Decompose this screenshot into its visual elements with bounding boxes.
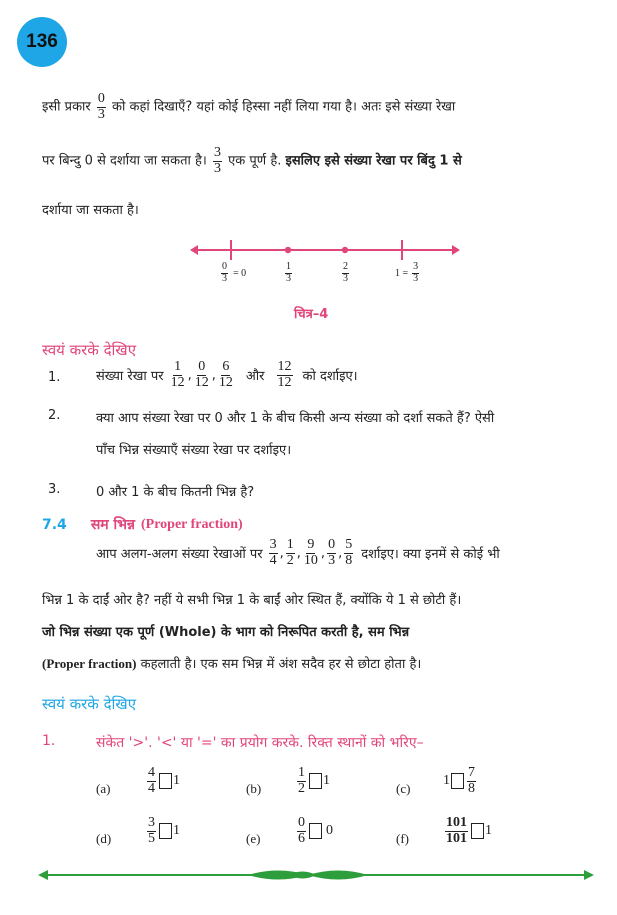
label-one-third: $\frac{1}{3}$ — [286, 261, 291, 284]
proper-fraction: $\frac{0}{3}$ — [328, 537, 336, 568]
para1-line3: दर्शाया जा सकता है। — [42, 203, 139, 218]
proper-fraction: $\frac{1}{2}$ — [286, 537, 294, 568]
q1-line: संख्या रेखा पर $\frac{1}{12}$ , $\frac{0}{12}$ , $\frac{6}{12}$ और $\frac{12}{12}$ को दर्शाइए। — [96, 359, 358, 390]
label-zero: $\frac{0}{3}$ = 0 — [222, 261, 247, 284]
section-heading — [42, 515, 243, 534]
para1-line2 — [42, 146, 462, 176]
para1-text: पर बिन्दु 0 से दर्शाया जा सकता है। — [42, 153, 207, 169]
item-a: $\frac{4}{4}$ 1 — [148, 765, 180, 796]
section-number: 7.4 — [42, 516, 67, 533]
item-c: 1 $\frac{7}{8}$ — [443, 765, 475, 796]
q3-line: 0 और 1 के बीच कितनी भिन्न है? — [96, 485, 255, 500]
q2-line1: क्या आप संख्या रेखा पर 0 और 1 के बीच किसी अन्य संख्या को दर्शा सकते हैं? ऐसी — [96, 411, 495, 426]
figure-caption: चित्र–4 — [294, 307, 329, 322]
q1-number: 1. — [48, 370, 61, 385]
item-e-label: (e) — [246, 831, 261, 846]
section-para2: भिन्न 1 के दाईं ओर है? नहीं ये सभी भिन्न 1 के बाईं ओर स्थित हैं, क्योंकि ये 1 से छोटी हैं। — [42, 593, 462, 608]
label-one: 1 = $\frac{3}{3}$ — [395, 261, 419, 284]
proper-fraction-term: (Proper fraction) — [42, 656, 137, 671]
label-two-thirds: $\frac{2}{3}$ — [343, 261, 348, 284]
proper-fraction: $\frac{5}{8}$ — [345, 537, 353, 568]
item-b-label: (b) — [246, 781, 262, 796]
answer-box[interactable] — [309, 773, 322, 789]
try-heading-2: स्वयं करके देखिए — [42, 695, 137, 713]
section-para3: जो भिन्न संख्या एक पूर्ण (Whole) के भाग को निरूपित करती है, सम भिन्न — [42, 625, 410, 640]
para1-text-bold: इसलिए इसे संख्या रेखा पर बिंदु 1 से — [285, 153, 462, 169]
decorative-divider — [38, 864, 594, 886]
para1-text: एक पूर्ण है. — [228, 153, 282, 169]
section-para1: आप अलग-अलग संख्या रेखाओं पर $\frac{3}{4}$ , $\frac{1}{2}$ , $\frac{9}{10}$ , $\frac{0}{3}$ , $\frac{5}{8}$ दर्शाइए। क्या इनमें से कोई भी — [96, 537, 500, 568]
item-f: $\frac{101}{101}$ 1 — [446, 815, 492, 846]
flourish-icon — [288, 872, 344, 879]
left-arrow-icon — [38, 870, 48, 880]
para1-line1 — [42, 92, 455, 122]
answer-box[interactable] — [159, 773, 172, 789]
para1-text: इसी प्रकार — [42, 99, 91, 115]
right-arrow-icon — [584, 870, 594, 880]
item-a-label: (a) — [96, 781, 111, 796]
item-b: $\frac{1}{2}$ 1 — [298, 765, 330, 796]
fraction-3-3: $\frac{3}{3}$ — [213, 145, 221, 176]
proper-fraction: $\frac{9}{10}$ — [303, 537, 318, 568]
proper-fraction: $\frac{3}{4}$ — [269, 537, 277, 568]
dot-one-third — [285, 247, 291, 253]
section-para4: (Proper fraction) कहलाती है। एक सम भिन्न में अंश सदैव हर से छोटा होता है। — [42, 656, 422, 672]
q2-line2: पाँच भिन्न संख्याएँ संख्या रेखा पर दर्शाइए। — [96, 443, 292, 458]
item-e: $\frac{0}{6}$ 0 — [298, 815, 333, 846]
fraction-0-3-label: $\frac{0}{3}$ — [222, 261, 227, 284]
item-d-label: (d) — [96, 831, 112, 846]
fraction-0-3: $\frac{0}{3}$ — [97, 91, 105, 122]
q3-number: 3. — [48, 482, 61, 497]
section-title-en: (Proper fraction) — [140, 516, 243, 532]
ex1-question: संकेत '>'. '<' या '=' का प्रयोग करके. रिक्त स्थानों को भरिए– — [96, 735, 424, 751]
answer-box[interactable] — [159, 823, 172, 839]
section-title-hi: सम भिन्न — [90, 517, 135, 533]
q1-text: संख्या रेखा पर — [96, 369, 164, 385]
answer-box[interactable] — [451, 773, 464, 789]
ex1-number: 1. — [42, 733, 56, 749]
q2-number: 2. — [48, 408, 61, 423]
try-heading-1: स्वयं करके देखिए — [42, 341, 137, 359]
item-d: $\frac{3}{5}$ 1 — [148, 815, 180, 846]
answer-box[interactable] — [309, 823, 322, 839]
para1-text: को कहां दिखाएँ? यहां कोई हिस्सा नहीं लिया गया है। अतः इसे संख्या रेखा — [112, 99, 456, 115]
answer-box[interactable] — [471, 823, 484, 839]
item-c-label: (c) — [396, 781, 411, 796]
page-number-badge: 136 — [17, 17, 67, 67]
right-arrow-icon — [452, 245, 460, 255]
dot-two-thirds — [342, 247, 348, 253]
left-arrow-icon — [190, 245, 198, 255]
item-f-label: (f) — [396, 831, 409, 846]
number-line — [190, 238, 460, 262]
